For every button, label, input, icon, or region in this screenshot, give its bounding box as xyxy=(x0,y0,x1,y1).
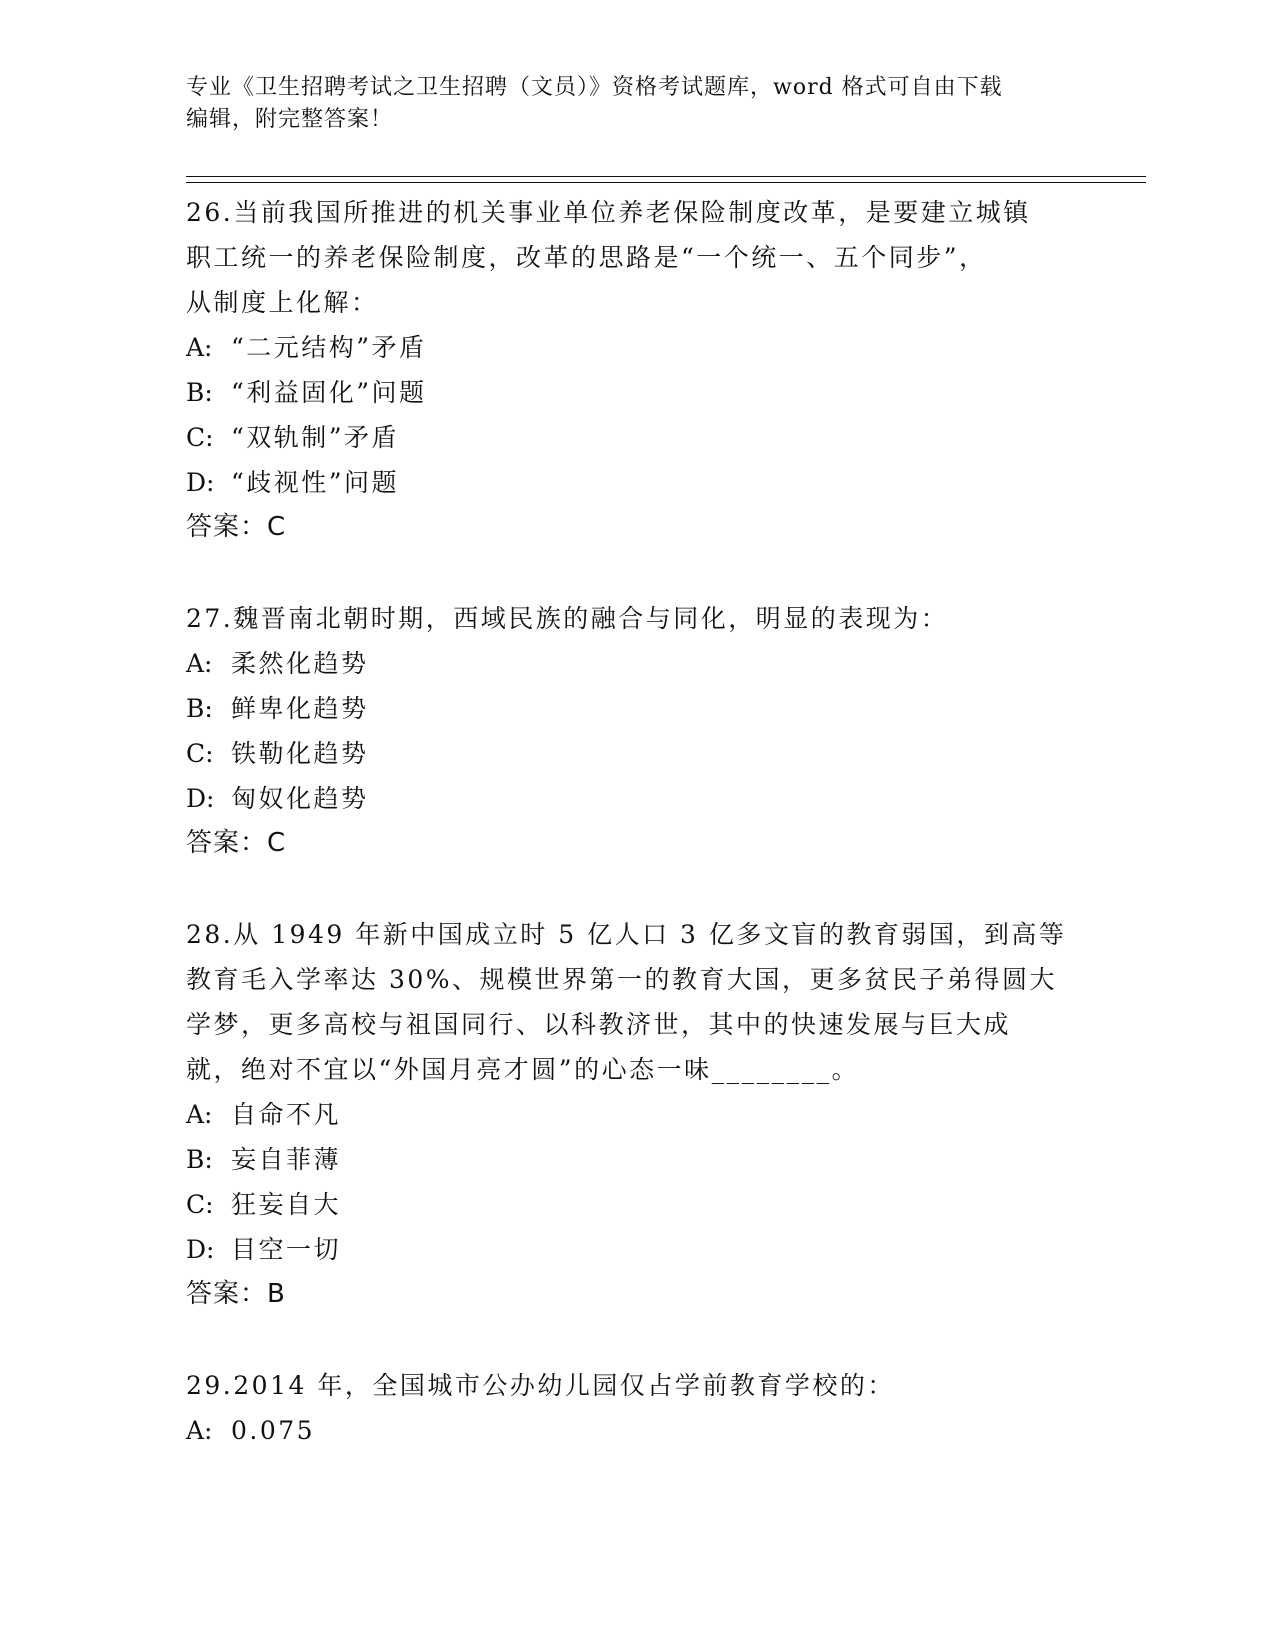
option-text: 匈奴化趋势 xyxy=(231,784,369,813)
option-key: C: xyxy=(186,1190,214,1219)
answer-line: 答案：B xyxy=(186,1279,286,1309)
answer-option xyxy=(186,460,1086,505)
answer-option xyxy=(186,1408,1086,1453)
question-stem-line: 教育毛入学率达 30%、规模世界第一的教育大国，更多贫民子弟得圆大 xyxy=(186,965,1058,994)
answer-option xyxy=(186,776,1086,821)
answer-option xyxy=(186,1137,1086,1182)
option-key: A: xyxy=(186,649,213,678)
question-stem-line: 29.2014 年，全国城市公办幼儿园仅占学前教育学校的： xyxy=(186,1371,895,1400)
option-text: 柔然化趋势 xyxy=(231,649,369,678)
header-line-1: 专业《卫生招聘考试之卫生招聘（文员）》资格考试题库，word 格式可自由下载 xyxy=(186,75,1003,100)
option-key: B: xyxy=(186,694,213,723)
answer-option xyxy=(186,686,1086,731)
answer-option xyxy=(186,731,1086,776)
option-key: D: xyxy=(186,784,215,813)
answer-option xyxy=(186,370,1086,415)
question-stem-line: 就，绝对不宜以“外国月亮才圆”的心态一味________。 xyxy=(186,1055,860,1084)
header-divider-bottom xyxy=(186,182,1146,183)
option-text: 自命不凡 xyxy=(231,1100,342,1129)
option-text: “双轨制”矛盾 xyxy=(231,423,400,452)
question-stem-line: 职工统一的养老保险制度，改革的思路是“一个统一、五个同步”， xyxy=(186,243,987,272)
answer-option xyxy=(186,641,1086,686)
question-stem-line: 28.从 1949 年新中国成立时 5 亿人口 3 亿多文盲的教育弱国，到高等 xyxy=(186,920,1067,949)
option-key: A: xyxy=(186,1416,213,1445)
answer-line: 答案：C xyxy=(186,828,287,858)
option-text: “利益固化”问题 xyxy=(231,378,427,407)
option-text: 0.075 xyxy=(231,1416,316,1445)
answer-option xyxy=(186,1092,1086,1137)
option-key: A: xyxy=(186,1100,213,1129)
option-key: A: xyxy=(186,333,213,362)
option-text: 妄自菲薄 xyxy=(231,1145,342,1174)
question-stem-line: 从制度上化解： xyxy=(186,288,379,317)
answer-option xyxy=(186,1182,1086,1227)
answer-option xyxy=(186,415,1086,460)
option-text: 狂妄自大 xyxy=(231,1190,342,1219)
option-text: “二元结构”矛盾 xyxy=(231,333,427,362)
option-key: C: xyxy=(186,423,214,452)
question-stem-line: 26.当前我国所推进的机关事业单位养老保险制度改革，是要建立城镇 xyxy=(186,198,1031,227)
question-list xyxy=(186,190,1086,1499)
question-block xyxy=(186,190,1086,550)
option-key: D: xyxy=(186,468,215,497)
answer-option xyxy=(186,325,1086,370)
header-divider-top xyxy=(186,176,1146,177)
answer-option xyxy=(186,1227,1086,1272)
option-text: 铁勒化趋势 xyxy=(231,739,369,768)
option-text: 鲜卑化趋势 xyxy=(231,694,369,723)
question-block xyxy=(186,912,1086,1317)
answer-line: 答案：C xyxy=(186,512,287,542)
option-key: B: xyxy=(186,1145,213,1174)
question-block xyxy=(186,1363,1086,1453)
question-stem-line: 学梦，更多高校与祖国同行、以科教济世，其中的快速发展与巨大成 xyxy=(186,1010,1012,1039)
option-text: “歧视性”问题 xyxy=(231,468,400,497)
option-key: D: xyxy=(186,1235,215,1264)
question-block xyxy=(186,596,1086,866)
option-key: B: xyxy=(186,378,213,407)
header-line-2: 编辑，附完整答案！ xyxy=(186,107,394,132)
option-key: C: xyxy=(186,739,214,768)
document-header xyxy=(186,72,1086,136)
question-stem-line: 27.魏晋南北朝时期，西域民族的融合与同化，明显的表现为： xyxy=(186,604,949,633)
option-text: 目空一切 xyxy=(231,1235,342,1264)
